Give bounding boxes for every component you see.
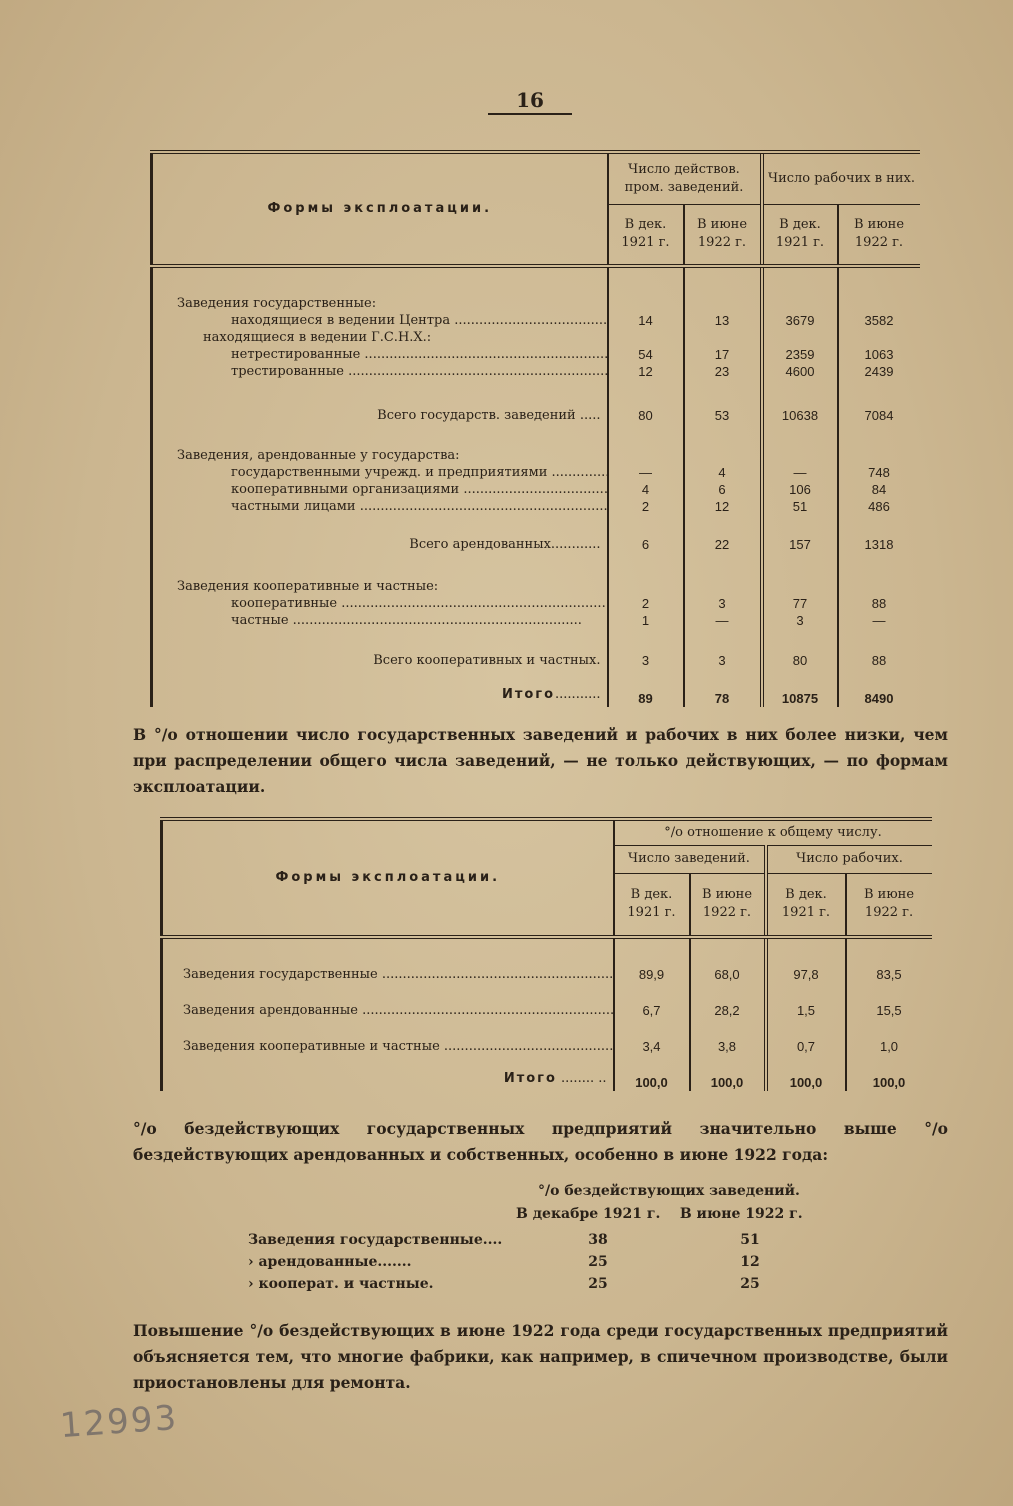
cell: 88: [838, 629, 920, 669]
page-number-rule: [488, 113, 572, 115]
table-row: [162, 1019, 932, 1055]
table-row: [162, 983, 932, 1019]
total-label: Итого: [501, 687, 556, 702]
row-label: трестированные: [231, 364, 344, 379]
subheader: В июне 1922 г.: [846, 873, 932, 937]
cell: 15,5: [846, 983, 932, 1019]
cell: 3: [684, 629, 762, 669]
cell: 51: [740, 1232, 760, 1248]
cell: 3582: [838, 312, 920, 329]
col-forms-header: Формы эксплоатации.: [152, 152, 608, 266]
cell: 25: [588, 1276, 608, 1292]
cell: 12: [740, 1254, 760, 1270]
page-number: 16: [516, 88, 544, 112]
cell: 6: [608, 515, 684, 553]
cell: 1,5: [766, 983, 846, 1019]
cell: —: [838, 612, 920, 629]
cell: 23: [684, 363, 762, 380]
cell: 77: [762, 595, 838, 612]
cell: 89,9: [614, 937, 690, 983]
row-label: частные: [231, 613, 289, 628]
cell: 486: [838, 498, 920, 515]
cell: 100,0: [690, 1055, 766, 1091]
cell: 14: [608, 312, 684, 329]
row-label: кооперативными организациями: [231, 482, 460, 497]
cell: 22: [684, 515, 762, 553]
cell: 2359: [762, 346, 838, 363]
subtotal-row: [152, 629, 920, 669]
row-label: кооперативные: [231, 596, 338, 611]
section-subtitle: находящиеся в ведении Г.С.Н.Х.:: [152, 329, 608, 346]
row-label: государственными учрежд. и предприятиями: [231, 465, 548, 480]
table-row: [162, 937, 932, 983]
cell: 1,0: [846, 1019, 932, 1055]
cell: 100,0: [846, 1055, 932, 1091]
cell: 157: [762, 515, 838, 553]
row-label: Всего арендованных: [409, 537, 551, 552]
cell: 10638: [762, 380, 838, 424]
table-row: [152, 553, 920, 595]
group-header-establishments: Число заведений.: [614, 845, 766, 873]
cell: 88: [838, 595, 920, 612]
paragraph: °/о бездействующих государственных предприятий значительно выше °/о бездействующих арендованных и собственных, особенно в июне 1922 года:: [133, 1119, 948, 1164]
table-row: [152, 424, 920, 464]
cell: 3,4: [614, 1019, 690, 1055]
mini-row: [248, 1276, 808, 1298]
cell: 8490: [838, 669, 920, 707]
total-label: Итого: [503, 1071, 557, 1086]
cell: 80: [762, 629, 838, 669]
archive-stamp: 12993: [58, 1397, 180, 1447]
subheader: В дек. 1921 г.: [762, 204, 838, 266]
cell: 3: [608, 629, 684, 669]
cell: 84: [838, 481, 920, 498]
row-label: › кооперат. и частные.: [248, 1276, 434, 1292]
cell: 2: [608, 595, 684, 612]
group-header-establishments: Число действов. пром. заведений.: [608, 152, 762, 204]
cell: 97,8: [766, 937, 846, 983]
paragraph: Повышение °/о бездействующих в июне 1922 года среди государственных предприятий объясняется тем, что многие фабрики, как например, в спичечном производстве, были приостановлены для ремонта.: [133, 1321, 948, 1392]
row-label: Всего кооперативных и частных.: [152, 629, 608, 669]
mini-row: [248, 1254, 808, 1276]
table-row: [152, 312, 920, 329]
table-row: [152, 266, 920, 312]
table-row: [152, 464, 920, 481]
cell: 100,0: [766, 1055, 846, 1091]
cell: 25: [740, 1276, 760, 1292]
subheader: В дек. 1921 г.: [608, 204, 684, 266]
table-row: [152, 481, 920, 498]
cell: 6,7: [614, 983, 690, 1019]
cell: 28,2: [690, 983, 766, 1019]
row-label: частными лицами: [231, 499, 356, 514]
percent-header: °/о отношение к общему числу.: [614, 819, 932, 845]
table-row: [152, 363, 920, 380]
subtotal-row: Всего государств. заведений ..... 80 53 10638 7084: [152, 380, 920, 424]
cell: 80: [608, 380, 684, 424]
mini-table-title: °/о бездействующих заведений.: [538, 1183, 800, 1199]
table-row: [152, 595, 920, 612]
cell: 2439: [838, 363, 920, 380]
cell: 17: [684, 346, 762, 363]
table-row: [152, 329, 920, 346]
cell: 54: [608, 346, 684, 363]
table-row: [152, 612, 920, 629]
total-row: Итого ........ .. 100,0 100,0 100,0 100,0: [162, 1055, 932, 1091]
row-label: Заведения государственные: [183, 967, 378, 982]
section-title: Заведения кооперативные и частные:: [152, 553, 608, 595]
cell: 4600: [762, 363, 838, 380]
table-establishments: [150, 150, 920, 707]
section-title: Заведения, арендованные у государства:: [152, 424, 608, 464]
col-forms-header: Формы эксплоатации.: [162, 819, 614, 937]
cell: 12: [608, 363, 684, 380]
total-row: Итого........... 89 78 10875 8490: [152, 669, 920, 707]
group-header-workers: Число рабочих в них.: [762, 152, 920, 204]
cell: 25: [588, 1254, 608, 1270]
table-row: [152, 346, 920, 363]
cell: —: [608, 464, 684, 481]
mini-table-col-header: В декабре 1921 г. В июне 1922 г.: [516, 1206, 803, 1222]
paragraph: В °/о отношении число государственных заведений и рабочих в них более низки, чем при распределении общего числа заведений, — не только действующих, — по формам эксплоатации.: [133, 725, 948, 796]
mini-row: [248, 1232, 808, 1254]
section-title: Заведения государственные:: [152, 266, 608, 312]
row-label: нетрестированные: [231, 347, 361, 362]
cell: 83,5: [846, 937, 932, 983]
cell: 748: [838, 464, 920, 481]
table-row: [152, 498, 920, 515]
cell: 1063: [838, 346, 920, 363]
group-header-workers: Число рабочих.: [766, 845, 932, 873]
cell: 106: [762, 481, 838, 498]
row-label: Заведения кооперативные и частные: [183, 1039, 440, 1054]
row-label: Заведения арендованные: [183, 1003, 358, 1018]
subtotal-row: Всего арендованных............ 6 22 157 1318: [152, 515, 920, 553]
cell: 89: [608, 669, 684, 707]
cell: 7084: [838, 380, 920, 424]
cell: 3,8: [690, 1019, 766, 1055]
cell: 4: [608, 481, 684, 498]
cell: 6: [684, 481, 762, 498]
cell: 1318: [838, 515, 920, 553]
cell: 3679: [762, 312, 838, 329]
cell: 78: [684, 669, 762, 707]
subheader: В дек. 1921 г.: [766, 873, 846, 937]
cell: 13: [684, 312, 762, 329]
cell: 100,0: [614, 1055, 690, 1091]
cell: 3: [684, 595, 762, 612]
subheader: В июне 1922 г.: [690, 873, 766, 937]
cell: 68,0: [690, 937, 766, 983]
cell: —: [684, 612, 762, 629]
row-label: Заведения государственные....: [248, 1232, 503, 1248]
table-percentages: [160, 817, 932, 1091]
row-label: находящиеся в ведении Центра: [231, 313, 451, 328]
cell: 4: [684, 464, 762, 481]
cell: 0,7: [766, 1019, 846, 1055]
subheader: В дек. 1921 г.: [614, 873, 690, 937]
cell: 53: [684, 380, 762, 424]
cell: 1: [608, 612, 684, 629]
row-label: Всего государств. заведений: [377, 408, 576, 423]
cell: 12: [684, 498, 762, 515]
cell: 10875: [762, 669, 838, 707]
cell: 38: [588, 1232, 608, 1248]
cell: 3: [762, 612, 838, 629]
cell: 2: [608, 498, 684, 515]
row-label: › арендованные.......: [248, 1254, 412, 1270]
subheader: В июне 1922 г.: [838, 204, 920, 266]
cell: 51: [762, 498, 838, 515]
subheader: В июне 1922 г.: [684, 204, 762, 266]
cell: —: [762, 464, 838, 481]
